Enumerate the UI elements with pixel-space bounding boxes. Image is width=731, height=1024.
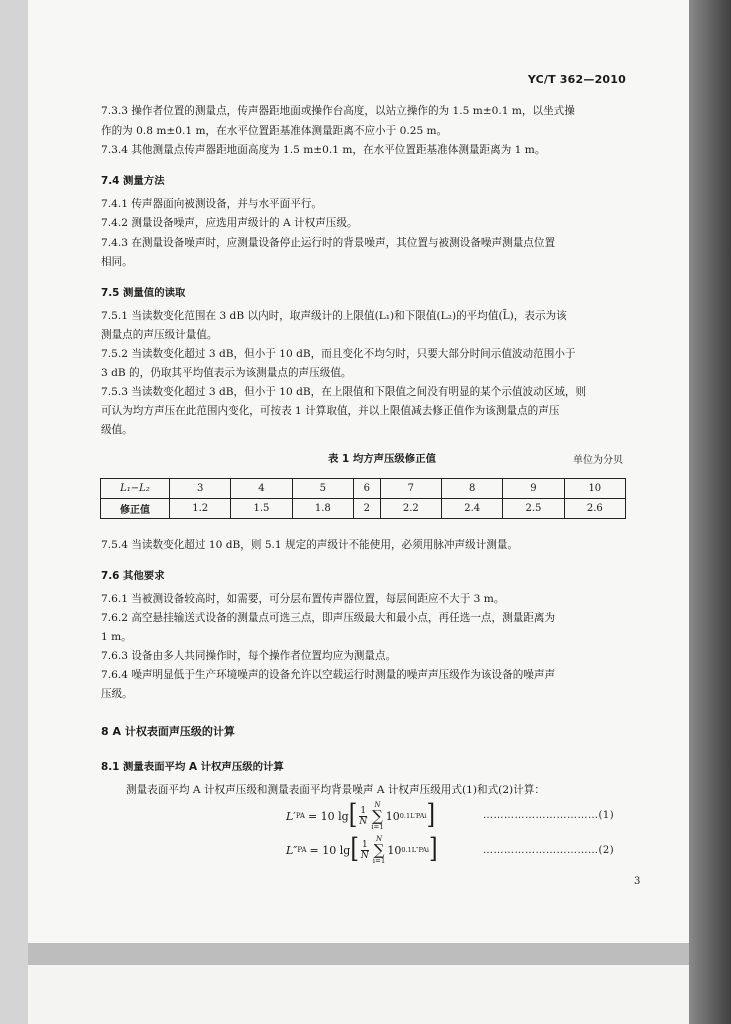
formula-2-base: 10 — [387, 843, 402, 857]
table-cell: 10 — [564, 479, 625, 499]
clause-7-3-3-line1: 7.3.3 操作者位置的测量点，传声器距地面或操作台高度，以站立操作的为 1.5 m±0.1 m，以坐式操 — [101, 105, 575, 117]
formula-intro: 测量表面平均 A 计权声压级和测量表面平均背景噪声 A 计权声压级用式(1)和式(2)计算： — [126, 784, 545, 796]
formula-1-equals: = 10 lg — [307, 809, 349, 823]
clause-7-5-1-line2: 测量点的声压级计量值。 — [101, 329, 218, 341]
heading-8-1: 8.1 测量表面平均 A 计权声压级的计算 — [101, 761, 284, 773]
clause-7-6-2-line2: 1 m。 — [101, 631, 132, 643]
correction-table — [100, 478, 626, 519]
clause-7-6-1: 7.6.1 当被测设备较高时，如需要，可分层布置传声器位置，每层间距应不大于 3 m。 — [101, 593, 505, 605]
table-cell: 2.5 — [503, 499, 564, 519]
table-cell: 7 — [380, 479, 441, 499]
table-cell: 1.2 — [170, 499, 231, 519]
formula-2-equals: = 10 lg — [309, 843, 351, 857]
table-cell: 4 — [231, 479, 292, 499]
clause-7-3-3-line2: 作的为 0.8 m±0.1 m，在水平位置距基准体测量距离不应小于 0.25 m。 — [101, 125, 448, 137]
formula-1-lhs: L′ — [286, 809, 296, 823]
bracket-close-icon: ] — [426, 799, 436, 831]
table-cell: 1.8 — [292, 499, 353, 519]
table-cell: 2.4 — [442, 499, 503, 519]
heading-7-5: 7.5 测量值的读取 — [101, 287, 186, 299]
sum-upper-limit: N — [376, 835, 383, 843]
heading-7-4: 7.4 测量方法 — [101, 175, 165, 187]
bracket-open-icon: [ — [350, 833, 359, 865]
clause-7-4-1: 7.4.1 传声器面向被测设备，并与水平面平行。 — [101, 198, 323, 210]
fraction-denominator: N — [359, 816, 368, 827]
clause-7-4-3-line1: 7.4.3 在测量设备噪声时，应测量设备停止运行时的背景噪声，其位置与被测设备噪声测量点位置 — [101, 237, 556, 249]
formula-1-base: 10 — [385, 809, 400, 823]
table-cell: 2.2 — [380, 499, 441, 519]
scan-left-margin — [0, 0, 28, 1024]
row-label-difference: L₁−L₂ — [101, 479, 170, 499]
table-1-caption: 表 1 均方声压级修正值 — [328, 453, 436, 465]
table-cell: 1.5 — [231, 499, 292, 519]
row-label-correction: 修正值 — [101, 499, 170, 519]
table-cell: 3 — [170, 479, 231, 499]
standard-id: YC/T 362—2010 — [527, 73, 626, 86]
document-page — [28, 0, 689, 943]
clause-7-5-3-line2: 可认为均方声压在此范围内变化，可按表 1 计算取值，并以上限值减去修正值作为该测量点的声压 — [101, 405, 560, 417]
table-cell: 2.6 — [564, 499, 625, 519]
clause-7-5-3-line1: 7.5.3 当读数变化超过 3 dB，但小于 10 dB，在上限值和下限值之间没有明显的某个示值波动区域，则 — [101, 386, 587, 398]
page-gap — [28, 943, 689, 965]
clause-7-4-3-line2: 相同。 — [101, 256, 133, 268]
clause-7-6-4-line1: 7.6.4 噪声明显低于生产环境噪声的设备允许以空载运行时测量的噪声声压级作为该设备的噪声声 — [101, 669, 556, 681]
formula-2-exponent: 0.1L″PAi — [401, 846, 429, 854]
table-cell: 8 — [442, 479, 503, 499]
heading-8: 8 A 计权表面声压级的计算 — [101, 725, 235, 738]
table-cell: 6 — [353, 479, 380, 499]
clause-7-4-2: 7.4.2 测量设备噪声，应选用声级计的 A 计权声压级。 — [101, 217, 358, 229]
scan-right-shadow — [689, 0, 731, 1024]
clause-7-6-2-line1: 7.6.2 高空悬挂输送式设备的测量点可选三点，即声压级最大和最小点，再任选一点，测量距离为 — [101, 612, 556, 624]
bracket-close-icon: ] — [429, 833, 438, 865]
fraction-numerator: 1 — [361, 839, 368, 850]
clause-7-5-1-line1: 7.5.1 当读数变化范围在 3 dB 以内时，取声级计的上限值(L₁)和下限值(L₂)的平均值(L̄)，表示为该 — [101, 310, 567, 322]
clause-7-6-4-line2: 压级。 — [101, 688, 133, 700]
table-row-difference — [101, 479, 626, 499]
table-row-correction — [101, 499, 626, 519]
sigma-icon: ∑ — [372, 807, 383, 825]
clause-7-5-4: 7.5.4 当读数变化超过 10 dB，则 5.1 规定的声级计不能使用，必须用脉冲声级计测量。 — [101, 539, 519, 551]
table-cell: 2 — [353, 499, 380, 519]
sum-upper-limit: N — [374, 801, 381, 809]
equation-number-1: ……………………………(1) — [483, 810, 615, 821]
table-cell: 5 — [292, 479, 353, 499]
next-page-edge — [28, 965, 689, 1024]
sum-lower-limit: i=1 — [372, 857, 386, 865]
table-cell: 9 — [503, 479, 564, 499]
clause-7-6-3: 7.6.3 设备由多人共同操作时，每个操作者位置均应为测量点。 — [101, 650, 397, 662]
heading-7-6: 7.6 其他要求 — [101, 570, 165, 582]
page-number: 3 — [634, 876, 641, 887]
clause-7-5-2-line1: 7.5.2 当读数变化超过 3 dB，但小于 10 dB，而且变化不均匀时，只要大部分时间示值波动范围小于 — [101, 348, 576, 360]
clause-7-3-4: 7.3.4 其他测量点传声器距地面高度为 1.5 m±0.1 m，在水平位置距基准体测量距离为 1 m。 — [101, 144, 546, 156]
equation-number-2: ……………………………(2) — [483, 845, 615, 856]
sum-lower-limit: i=1 — [371, 823, 384, 831]
formula-1-exponent: 0.1L′PAi — [399, 812, 427, 820]
table-1-unit: 单位为分贝 — [573, 455, 623, 466]
clause-7-5-3-line3: 级值。 — [101, 424, 133, 436]
bracket-open-icon: [ — [348, 799, 358, 831]
clause-7-5-2-line2: 3 dB 的，仍取其平均值表示为该测量点的声压级值。 — [101, 367, 352, 379]
formula-2-lhs-subscript: PA — [297, 846, 307, 854]
fraction-numerator: 1 — [360, 805, 367, 816]
fraction-denominator: N — [360, 850, 369, 861]
formula-2-lhs: L″ — [286, 843, 298, 857]
formula-1-lhs-subscript: PA — [295, 812, 305, 820]
sigma-icon: ∑ — [373, 841, 385, 859]
